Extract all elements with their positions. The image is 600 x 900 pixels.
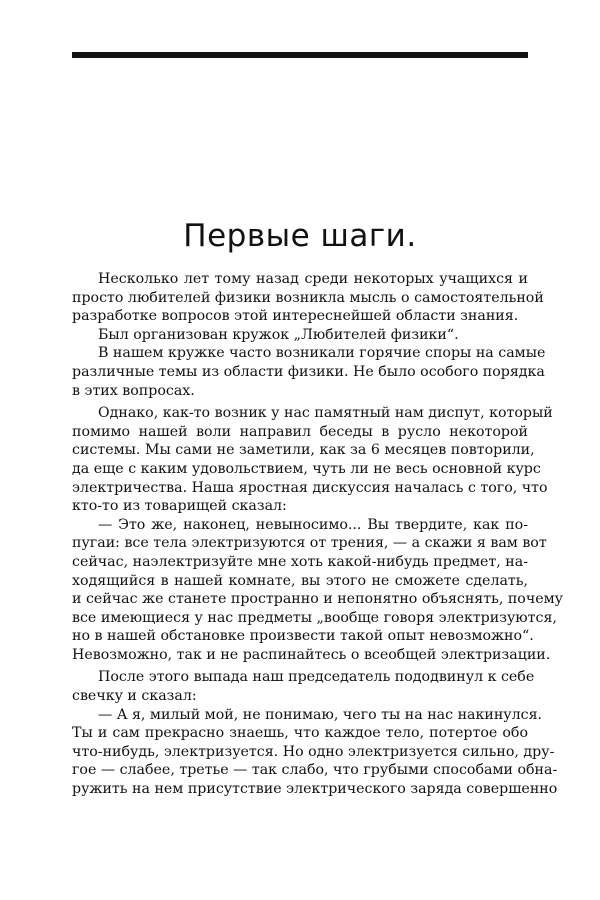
- text-line: — А я, милый мой, не понимаю, чего ты на нас накинулся.: [98, 706, 543, 723]
- text-line: но в нашей обстановке произвести такой опыт невозможно“.: [72, 628, 534, 645]
- text-line: Однако, как-то возник у нас памятный нам диспут, который: [98, 405, 553, 422]
- text-line: кто-то из товарищей сказал:: [72, 498, 287, 515]
- text-line: и сейчас же станете пространно и непонятно объяснять, почему: [72, 591, 563, 608]
- text-line: Ты и сам прекрасно знаешь, что каждое тело, потертое обо: [72, 725, 528, 742]
- text-line: разработке вопросов этой интереснейшей области знания.: [72, 308, 519, 325]
- text-line: ружить на нем присутствие электрического заряда совершенно: [72, 781, 558, 798]
- text-line: Невозможно, так и не распинайтесь о всеобщей электризации.: [72, 646, 551, 663]
- text-line: что-нибудь, электризуется. Но одно электризуется сильно, дру-: [72, 743, 555, 760]
- text-line: сейчас, наэлектризуйте мне хоть какой-нибудь предмет, на-: [72, 553, 528, 570]
- text-line: — Это же, наконец, невыносимо... Вы твердите, как по-: [98, 516, 528, 533]
- text-line: свечку и сказал:: [72, 688, 197, 705]
- text-line: системы. Мы сами не заметили, как за 6 месяцев повторили,: [72, 442, 535, 459]
- text-line: Несколько лет тому назад среди некоторых учащихся и: [98, 271, 528, 287]
- chapter-title: Первые шаги.: [183, 218, 417, 254]
- text-line: Был организован кружок „Любителей физики“.: [98, 326, 459, 343]
- text-line: После этого выпада наш председатель пододвинул к себе: [98, 669, 535, 686]
- top-rule: [72, 52, 528, 58]
- text-line: гое — слабее, третье — так слабо, что грубыми способами обна-: [72, 762, 558, 779]
- text-line: В нашем кружке часто возникали горячие споры на самые: [98, 345, 546, 362]
- text-line: просто любителей физики возникла мысль о самостоятельной: [72, 289, 544, 306]
- text-line: различные темы из области физики. Не было особого порядка: [72, 363, 545, 380]
- text-line: в этих вопросах.: [72, 382, 195, 399]
- text-line: ходящийся в нашей комнате, вы этого не сможете сделать,: [72, 572, 528, 589]
- text-line: помимо нашей воли направил беседы в русло некоторой: [72, 423, 528, 440]
- text-line: электричества. Наша яростная дискуссия началась с того, что: [72, 479, 548, 496]
- text-line: все имеющиеся у нас предметы „вообще говоря электризуются,: [72, 609, 557, 626]
- body-text: [72, 270, 563, 799]
- text-line: пугаи: все тела электризуются от трения, — а скажи я вам вот: [72, 535, 547, 552]
- text-line: да еще с каким удовольствием, чуть ли не весь основной курс: [72, 460, 541, 477]
